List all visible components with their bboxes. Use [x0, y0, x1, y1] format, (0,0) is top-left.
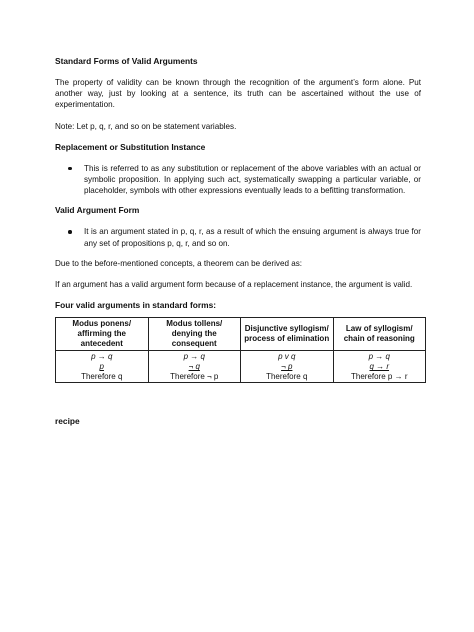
document-body	[55, 56, 421, 383]
header-disjunctive-syllogism: Disjunctive syllogism/ process of elimination	[241, 318, 334, 351]
intro-paragraph: The property of validity can be known through the recognition of the argument’s form alone. Put another way, just by looking at a sentence, its truth can be ascertained without the use of experimentation.	[55, 78, 421, 110]
section-heading-valid-form: Valid Argument Form	[55, 205, 140, 216]
conclusion: Therefore p → r	[351, 372, 408, 382]
premise-1: p → q	[183, 352, 205, 362]
valid-form-bullet-list	[55, 226, 421, 248]
header-modus-tollens: Modus tollens/ denying the consequent	[148, 318, 241, 351]
section-heading-replacement: Replacement or Substitution Instance	[55, 141, 206, 152]
premise-1: p → q	[91, 352, 113, 362]
cell-modus-tollens	[148, 351, 241, 383]
replacement-bullet: This is referred to as any substitution or replacement of the above variables with an actual or symbolic proposition. In applying such act, systematically swapping a particular variable, or placeholder, symbols with other expressions eventually leads to a befitting transformation.	[55, 163, 421, 197]
table-heading: Four valid arguments in standard forms:	[55, 300, 217, 311]
header-modus-ponens: Modus ponens/ affirming the antecedent	[56, 318, 149, 351]
conclusion: Therefore ¬ p	[170, 372, 219, 382]
premise-2: q → r	[369, 362, 390, 372]
document-title: Standard Forms of Valid Arguments	[55, 56, 198, 66]
premise-2: ¬ q	[188, 362, 200, 372]
valid-arguments-table	[55, 317, 426, 383]
cell-disjunctive-syllogism	[241, 351, 334, 383]
due-paragraph: Due to the before-mentioned concepts, a theorem can be derived as:	[55, 258, 303, 268]
conclusion: Therefore q	[81, 372, 123, 382]
note-paragraph: Note: Let p, q, r, and so on be statement variables.	[55, 121, 237, 131]
premise-1: p → q	[368, 352, 390, 362]
premise-2: ¬ p	[281, 362, 293, 372]
table-header-row	[56, 318, 426, 351]
conclusion: Therefore q	[266, 372, 308, 382]
footer-word: recipe	[55, 416, 80, 426]
cell-law-of-syllogism	[333, 351, 426, 383]
valid-form-bullet: It is an argument stated in p, q, r, as a result of which the ensuing argument is always true for any set of propositions p, q, r, and so on.	[55, 226, 421, 248]
cell-modus-ponens	[56, 351, 149, 383]
theorem-paragraph: If an argument has a valid argument form because of a replacement instance, the argument is valid.	[55, 280, 413, 290]
premise-1: p v q	[278, 352, 296, 362]
table-row	[56, 351, 426, 383]
premise-2: p	[99, 362, 104, 372]
header-law-of-syllogism: Law of syllogism/ chain of reasoning	[333, 318, 426, 351]
replacement-bullet-list	[55, 163, 421, 197]
